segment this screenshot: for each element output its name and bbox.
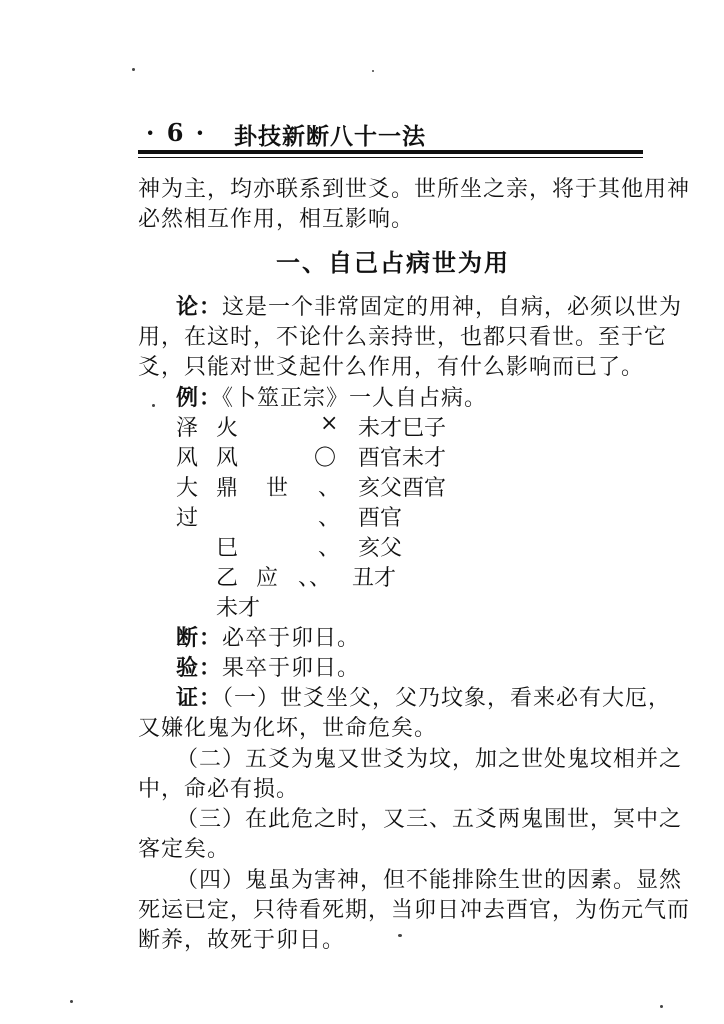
line-2-hidden-char: 巳 (216, 536, 239, 561)
intro-line-1: 神为主，均亦联系到世爻。世所坐之亲，将于其他用神 (138, 177, 691, 202)
proof-1-text-2: 又嫌化鬼为化坏，世命危矣。 (138, 716, 438, 741)
discussion-text-1: 这是一个非常固定的用神，自病，必须以世为 (222, 295, 683, 320)
judgment-label: 断： (176, 626, 223, 651)
hexagram-name-char-2: 风 (176, 446, 199, 471)
proof-4-text-1: （四）鬼虽为害神，但不能排除生世的因素。显然 (176, 868, 683, 893)
changed-hexagram-char-3: 鼎 (216, 476, 239, 501)
verification-label: 验： (176, 656, 223, 681)
line-3-sign: 、 (318, 506, 341, 531)
hexagram-name-char-4: 过 (176, 506, 199, 531)
hexagram-name-char-1: 泽 (176, 416, 199, 441)
proof-1-text-1: （一）世爻坐父，父乃坟象，看来必有大厄， (222, 686, 672, 711)
judgment-line (176, 621, 360, 652)
section-title: 一、自己占病世为用 (276, 249, 510, 277)
example-line (176, 381, 487, 412)
changed-hexagram-char-2: 风 (216, 446, 239, 471)
proof-3-text-1: （三）在此危之时，又三、五爻两鬼围世，冥中之 (176, 807, 683, 832)
proof-label: 证： (176, 686, 223, 711)
scan-speck (70, 1000, 73, 1003)
proof-4-text-2: 死运已定，只待看死期，当卯日冲去酉官，为伤元气而 (138, 898, 691, 923)
line-4-sign: 、 (318, 476, 341, 501)
changed-hexagram-char-1: 火 (216, 416, 239, 441)
proof-line-1 (176, 681, 671, 712)
hexagram-name-char-3: 大 (176, 476, 199, 501)
discussion-line-1 (176, 290, 682, 321)
page-header (138, 116, 643, 148)
discussion-line-3: 爻，只能对世爻起什么作用，有什么影响而已了。 (138, 355, 645, 380)
verification-text: 果卒于卯日。 (222, 656, 361, 681)
proof-4-text-3: 断养，故死于卯日。 (138, 928, 346, 953)
line-4-text: 亥父酉官 (358, 476, 447, 501)
hidden-relative: 未才 (216, 596, 261, 621)
line-5-sign: 〇 (314, 446, 337, 471)
proof-2-text-1: （二）五爻为鬼又世爻为坟，加之世处鬼坟相并之 (176, 747, 683, 772)
line-2-sign: 、 (318, 536, 341, 561)
proof-2-text-2: 中，命必有损。 (138, 777, 300, 802)
line-1-sign: 、、 (298, 566, 332, 591)
line-5-text: 酉官未才 (358, 446, 447, 471)
line-6-text: 未才巳子 (358, 416, 447, 441)
header-rule-thick (138, 150, 643, 154)
intro-line-2: 必然相互作用，相互影响。 (138, 207, 415, 232)
book-title: 卦技新断八十一法 (234, 124, 426, 150)
ying-marker: 应 (256, 566, 279, 591)
scan-speck (398, 934, 402, 937)
scan-speck (152, 404, 155, 407)
line-1-text: 丑才 (352, 566, 397, 591)
proof-3-text-2: 客定矣。 (138, 837, 231, 862)
line-6-sign: × (320, 411, 339, 436)
line-2-text: 亥父 (358, 536, 403, 561)
page-number: · 6 · (146, 118, 207, 147)
scan-speck (132, 68, 135, 71)
judgment-text: 必卒于卯日。 (222, 626, 361, 651)
discussion-line-2: 用，在这时，不论什么亲持世，也都只看世。至于它 (138, 325, 668, 350)
header-rule-thin (138, 157, 643, 158)
line-3-text: 酉官 (358, 506, 403, 531)
discussion-label: 论： (176, 295, 223, 320)
example-label: 例： (176, 386, 223, 411)
line-1-hidden-char: 乙 (216, 566, 239, 591)
shi-marker: 世 (266, 476, 289, 501)
verification-line (176, 651, 360, 682)
scan-speck (660, 1005, 663, 1008)
scan-speck (372, 70, 374, 72)
example-text: 《卜筮正宗》一人自占病。 (222, 386, 488, 411)
